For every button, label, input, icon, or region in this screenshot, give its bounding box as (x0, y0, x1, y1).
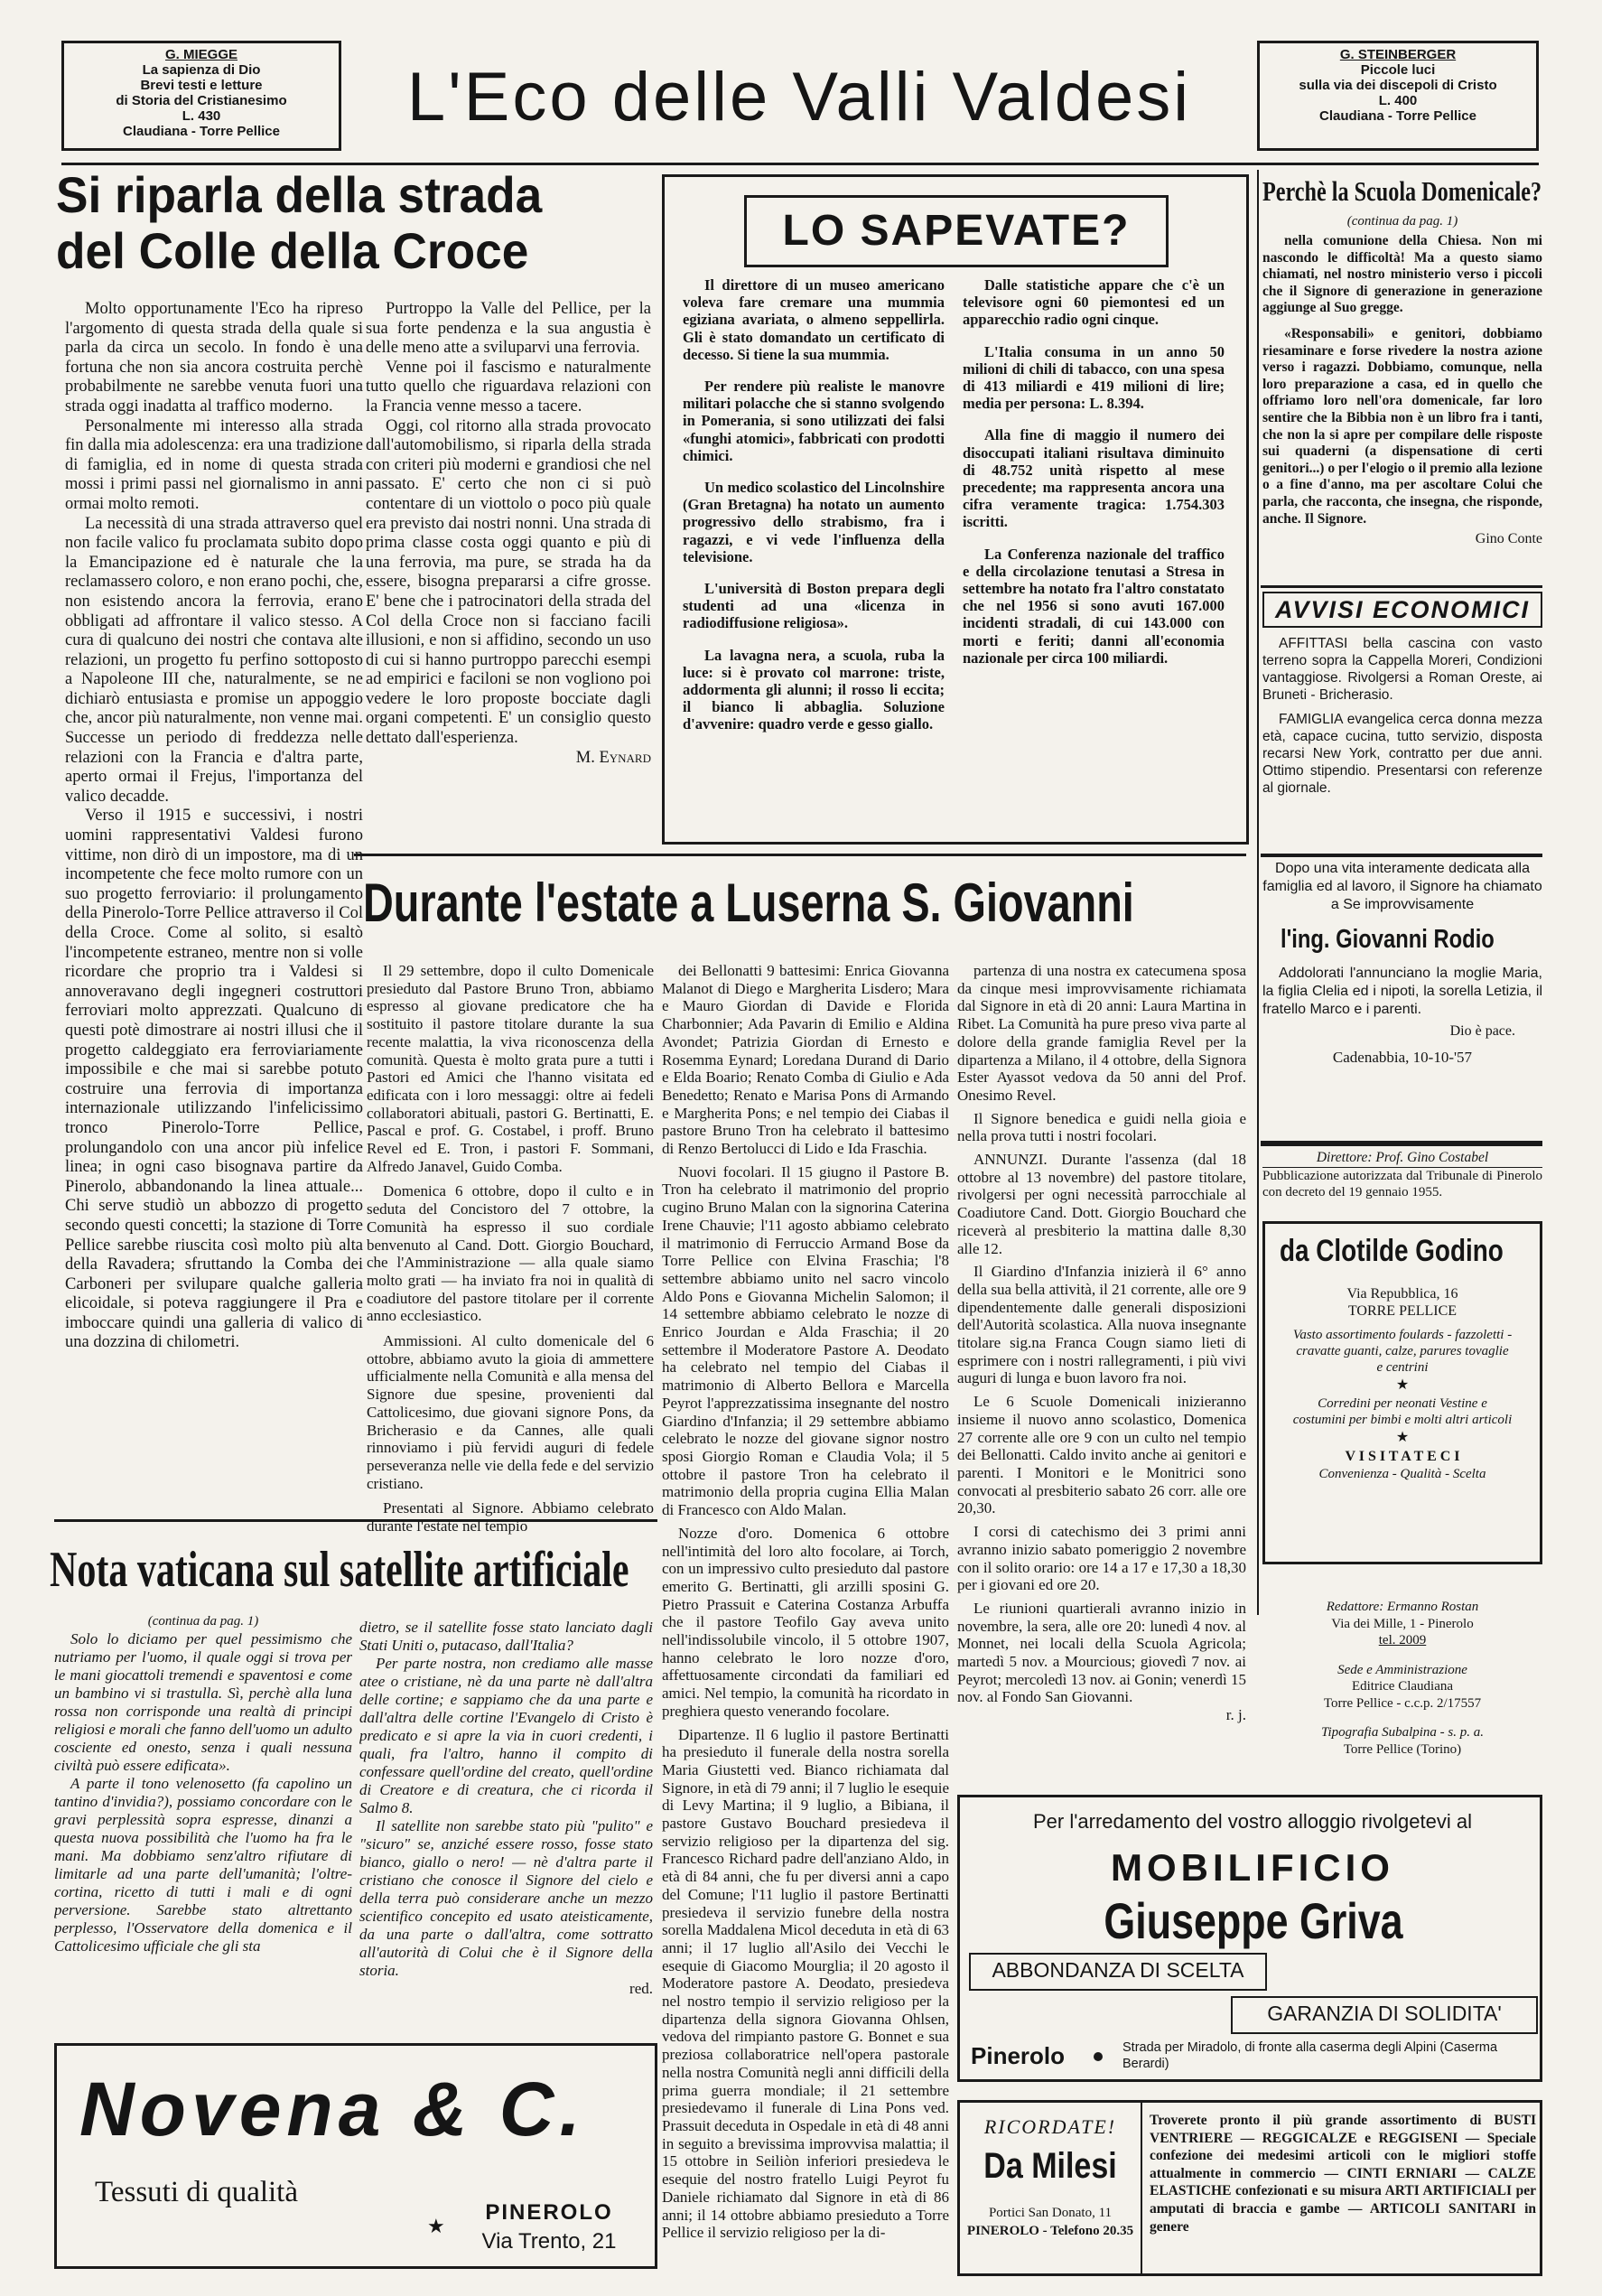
paragraph: Oggi, col ritorno alla strada provocato dall'automobilismo, si riparla della strada con criteri più moderni e grandiosi che nel passato. E' certo che non ci si può contentare di un viottolo o poco più quale era previsto dai nostri nonni. Una strada di prima classe costa oggi quanto e più di una ferrovia, ma pure, se strada ha da essere, bisogna prepararsi a cifre grosse. E' bene che i patrocinatori della strada del Col della Croce non si facciano facili illusioni, e non si affidino, secondo un uso di cui si hanno purtroppo parecchi esempi ad empirici e faciloni se non vogliono poi vedere le loro proposte bocciate dagli organi competenti. E' un consiglio questo dettato dall'esperienza. (366, 416, 651, 748)
rule (1261, 585, 1542, 588)
rule (1261, 1141, 1542, 1146)
paragraph: Un medico scolastico del Lincolnshire (Gran Bretagna) ha notato un aumento progressivo dello strabismo, fra i ragazzi, e vi vede l'influenza della televisione. (683, 479, 945, 565)
star-icon: ★ (427, 2215, 445, 2237)
nota-col-1 (54, 1612, 352, 2023)
paragraph: Domenica 6 ottobre, dopo il culto e in seduta del Concistoro del 7 ottobre, la Comunità ha espresso il suo cordiale benvenuto al Cand. Dott. Giorgio Bouchard, che l'Amministrazione — alla quale siamo molto grati — ha inviato fra noi in qualità di coadiutore del pastore titolare per il corrente anno ecclesiastico. (367, 1182, 654, 1325)
paragraph: La necessità di una strada attraverso quel non facile valico fu proclamata subito dopo la Emancipazione ed è naturale che la reclamassero coloro, e non erano pochi, che, non esistendo ancora la ferrovia, erano obbligati ad affrontare il valico stesso. A cura di qualcuno dei nostri che contava alte relazioni, un progetto fu perfino sottoposto a Napoleone III che, naturalmente, se ne dichiarò entusiasta e promise un appoggio che, ancor più naturalmente, non venne mai. Successe un periodo di freddezza nelle relazioni con la Francia e d'altra parte, aperto ormai il Frejus, l'importanza del valico decadde. (65, 514, 363, 806)
paragraph: partenza di una nostra ex catecumena sposa da cinque mesi improvvisamente richiamata dal Signore in età di 20 anni: Laura Martina in Ribet. La Comunità ha pure preso viva parte al dolore della grande famiglia Revel per la dipartenza a Milano, il 4 ottobre, della Signora Ester Ayassot vedova da 50 anni del Prof. Onesimo Revel. (957, 962, 1246, 1104)
redazione-line: Torre Pellice (Torino) (1343, 1741, 1462, 1757)
scuola-title: Perchè la Scuola Domenicale? (1262, 175, 1542, 207)
masthead-left-ad (61, 41, 341, 151)
godino-block-2: Corredini per neonati Vestine e costumini per bimbi e molti altri articoli (1292, 1396, 1513, 1427)
paragraph: Alla fine di maggio il numero dei disoccupati italiani risultava diminuito di 48.752 unità rispetto al mese precedente; ma rappresenta ancora una cifra veramente tragica: 1.754.303 iscritti. (963, 426, 1225, 531)
godino-block-1: Vasto assortimento foulards - fazzoletti - cravatte guanti, calze, parures tovaglie e centrini (1292, 1328, 1513, 1375)
nota-headline-text: Nota vaticana sul satellite artificiale (50, 1542, 629, 1598)
left-ear-line: Brevi testi e letture (140, 78, 263, 93)
novena-ad (54, 2043, 657, 2269)
necrologio-name: l'ing. Giovanni Rodio (1281, 925, 1495, 954)
mobilificio-name-2: Giuseppe Griva (1104, 1892, 1403, 1949)
redazione-line: Sede e Amministrazione (1337, 1662, 1467, 1677)
avviso-item: AFFITTASI bella cascina con vasto terreno sopra la Cappella Moreri, Condizioni vantaggiose. Rivolgersi a Roman Oreste, ai Bruneti - Bricherasio. (1262, 636, 1542, 703)
redazione-line: tel. 2009 (1378, 1633, 1427, 1647)
paragraph: Per parte nostra, non crediamo alle masse atee o cristiane, nè da una parte nè dall'altra delle cortine; e sappiamo che da una parte e dall'altra delle cortine l'Evangelo di Cristo è predicato e si apre la via in cuori credenti, i quali, fra l'altro, hanno il compito di confessare quell'ordine del creato, quell'ordine di Creatore e di creatura, che ci ricorda il Salmo 8. (359, 1655, 653, 1816)
redazione-line: Via dei Mille, 1 - Pinerolo (1331, 1616, 1474, 1631)
right-ear-price: L. 400 (1378, 93, 1418, 108)
milesi-address: Portici San Donato, 11 (988, 2206, 1113, 2220)
godino-ad (1262, 1221, 1542, 1564)
paragraph: La Conferenza nazionale del traffico e della circolazione tenutasi a Stresa in settembre ha notato fra l'altro constatato che nel 1956 si sono avuti 167.000 incidenti stradali, di cui 143.000 con morti e feriti; danni all'economia nazionale per circa 100 miliardi. (963, 545, 1225, 667)
godino-address-2: TORRE PELLICE (1347, 1303, 1458, 1319)
mobilificio-box-1 (969, 1953, 1267, 1991)
right-ear-publisher: Claudiana - Torre Pellice (1319, 108, 1476, 124)
paragraph: Dalle statistiche appare che c'è un televisore ogni 60 piemontesi ed un apparecchio radio ogni cinque. (963, 276, 1225, 329)
avvisi-title: AVVISI ECONOMICI (1274, 596, 1531, 623)
paragraph: Personalmente mi interesso alla strada fin dalla mia adolescenza: era una tradizione di famiglia, ed in nome di questa strada mossi i primi passi nel giornalismo in anni ormai molto remoti. (65, 416, 363, 513)
nota-continua: (continua da pag. 1) (147, 1614, 259, 1629)
paragraph: nella comunione della Chiesa. Non mi nascondo le difficoltà! Ma a questo siamo chiamati, nel nostro ministerio verso i piccoli che il Signore di generazione in generazione aggiunge al Suo gregge. (1262, 233, 1542, 316)
sapevate-title: LO SAPEVATE? (782, 207, 1131, 255)
rule (1261, 854, 1542, 857)
right-ear-line: sulla via dei discepoli di Cristo (1299, 78, 1497, 93)
novena-city: PINEROLO (485, 2200, 613, 2225)
paragraph: Venne poi il fascismo e naturalmente tutto quello che riguardava relazioni con la Francia venne messo a tacere. (366, 358, 651, 415)
paragraph: Il 29 settembre, dopo il culto Domenicale presieduto dal Pastore Bruno Tron, abbiamo espresso al giovane predicatore che ha sostituito il pastore titolare durante la sua recente malattia, la viva riconoscenza della comunità. Questa è molto grata pure a tutti i Pastori ed Amici che l'hanno visitata ed edificata con i loro messaggi: oltre ai fedeli collaboratori abituali, pastori G. Bertinatti, E. Pascal e prof. G. Costabel, i proff. Bruno Revel ed E. Tron, i pastori F. Sommani, Alfredo Janavel, Guido Comba. (367, 962, 654, 1175)
mobilificio-intro: Per l'arredamento del vostro alloggio rivolgetevi al (1032, 1810, 1472, 1833)
direttore-line: Direttore: Prof. Gino Costabel (1262, 1149, 1542, 1168)
masthead-title: L'Eco delle Valli Valdesi (406, 59, 1192, 135)
luserna-headline (363, 869, 1253, 941)
paragraph: Per rendere più realiste le manovre militari polacche che si stanno svolgendo in Pomerania, si sono utilizzati dei falsi «funghi atomici», fabbricati con prodotti chimici. (683, 378, 945, 464)
paragraph: Il Signore benedica e guidi nella gioia e nella prova tutti i nostri focolari. (957, 1109, 1246, 1145)
paragraph: Le 6 Scuole Domenicali inizieranno insieme il nuovo anno scolastico, Domenica 27 corrente alle ore 9 con un culto nel tempio dei Bellonatti. Caldo invito anche ai genitori e parenti. I Monitori e le Monitrici sono convocati al presbiterio sabato 26 corr. alle ore 20,30. (957, 1393, 1246, 1517)
right-ear-title: Piccole luci (1360, 62, 1436, 78)
left-ear-line: di Storia del Cristianesimo (116, 93, 287, 108)
paragraph: ANNUNZI. Durante l'assenza (dal 18 ottobre al 13 novembre) del pastore titolare, rivolgersi per ogni necessità parrocchiale al Coadiutore Cand. Dott. Giorgio Bouchard che riceverà al presbiterio la mattina dalle 8,30 alle 12. (957, 1151, 1246, 1257)
luserna-col-1 (367, 962, 654, 1576)
necrologio-pace: Dio è pace. (1449, 1023, 1515, 1039)
left-ear-author: G. MIEGGE (164, 47, 238, 62)
necrologio (1262, 860, 1542, 1131)
right-ear-author: G. STEINBERGER (1339, 47, 1457, 62)
paragraph: dei Bellonatti 9 battesimi: Enrica Giovanna Malanot di Diego e Margherita Lisdero; Mara e Mauro Giordan di Davide e Florida Charbonnier; Ada Pavarin di Emilio e Aldina Avondet; Patrizia Giordan di Ernesto e Rosemma Eynard; Loredana Durand di Dario e Elda Boario; Renato Comba di Giulio e Ada Benedetto; Renato e Marisa Pons di Armando e Margherita Pons; e nel tempio dei Ciabas il pastore Bruno Tron ha celebrato il battesimo di Renzo Bertolucci di Lido e Ida Fraschia. (662, 962, 949, 1158)
scuola-article (1262, 173, 1542, 598)
scuola-signature: Gino Conte (1475, 531, 1542, 547)
paragraph: L'università di Boston prepara degli studenti ad una «licenza in radiodiffusione religiosa». (683, 580, 945, 632)
luserna-col-2 (662, 962, 949, 2281)
paragraph: «Responsabili» e genitori, dobbiamo riesaminare e forse rivedere la nostra azione verso i ragazzi. Dobbiamo, comunque, nella loro preparazione a casa, ed in quello che offriamo loro nell'ora domenicale, far loro sentire che la Bibbia non è un libro fra i tanti, che non la si apre per compilare delle risposte sui quaderni (a dispensatione di certi genitori...) o per l'elogio o il premio alla lezione o a fine d'anno, ma per ascoltare Colui che parla, che racconta, che insegna, che risponde, anche. Il Signore. (1262, 325, 1542, 527)
direttore-section (1262, 1149, 1542, 1212)
sapevate-col-1 (683, 276, 945, 836)
strada-col-2 (366, 300, 651, 842)
left-ear-price: L. 430 (182, 108, 221, 124)
redazione (1262, 1599, 1542, 1779)
paragraph: Verso il 1915 e successivi, i nostri uomini rappresentativi Valdesi furono vittime, non dirò di un impostore, ma di un incompetente che fece molto rumore con un suo progetto ferroviario: il prolungamento della Pinerolo-Torre Pellice attraverso il Col della Croce. Come al solito, si esaltò l'incompetente estraneo, mentre non si volle ricordare che proprio tra i Valdesi si annoveravano degli ingegneri costruttori ferroviari molto apprezzati. Qualcuno di questi potè dimostrare ai nostri illusi che il progetto caldeggiato era ferroviariamente impossibile e che mai si sarebbe potuto costruire una ferrovia di importanza internazionale utilizzando l'infelicissimo tronco Pinerolo-Torre Pellice, prolungandolo con una ancor più infelice linea; in ogni caso bisognava partire da Pinerolo, abbandonando la linea attuale... Chi serve studiò un abbozzo di progetto secondo questi concetti; la stazione di Torre Pellice sarebbe riuscita così molto più alta della Ravadera; sfruttando la Comba dei Carboneri per svilupare qualche galleria elicoidale, si poteva raggiungere il Pra e imboccare quindi una galleria di valico di una dozzina di chilometri. (65, 807, 363, 1352)
necrologio-place-date: Cadenabbia, 10-10-'57 (1332, 1049, 1473, 1066)
mobilificio-name-1: MOBILIFICIO (1111, 1846, 1394, 1889)
milesi-text: Troverete pronto il più grande assortimento di BUSTI VENTRIERE — REGGICALZE e REGGISENI — Speciale confezione dei medesimi articoli con le migliori stoffe attualmente in commercio — CINTI ERNIARI — CALZE ELASTICHE confezionati e su misura ARTI ARTIFICIALI per amputati di braccia e gambe — ARTICOLI SANITARI in genere (1150, 2113, 1536, 2235)
avvisi-section (1262, 592, 1542, 845)
strada-headline-line-1: Si riparla della strada (56, 167, 543, 223)
sapevate-box (662, 174, 1249, 845)
milesi-phone: PINEROLO - Telefono 20.35 (966, 2224, 1134, 2238)
mobilificio-address: Strada per Miradolo, di fronte alla caserma degli Alpini (Caserma Berardi) (1122, 2040, 1498, 2071)
masthead-rule (61, 163, 1539, 165)
luserna-headline-text: Durante l'estate a Luserna S. Giovanni (363, 873, 1134, 933)
paragraph: L'Italia consuma in un anno 50 milioni di chili di tabacco, con una spesa di 413 miliardi e 419 milioni di lire; media per persona: L. 8.394. (963, 342, 1225, 413)
star-icon: ★ (1395, 1377, 1410, 1393)
strada-signature: M. Eynard (575, 748, 651, 767)
paragraph: A parte il tono velenosetto (fa capolino un tantino d'invidia?), possiamo concordare con le gravi perplessità sopra espresse, dinanzi a questa nuova possibilità che l'uomo ha fra le mani. Ma dobbiamo senz'altro rifiutare di limitarle ad una parte dell'umanità; l'oltre-cortina, ricetto di tutti i mali e di ogni perversione. Sarebbe stato altrettanto perplesso, l'Osservatore della domenica e il Cattolicesimo ufficiale che gli sta (54, 1775, 352, 1955)
paragraph: Nuovi focolari. Il 15 giugno il Pastore B. Tron ha celebrato il matrimonio del proprio cugino Bruno Malan con la signorina Caterina Irene Chauvie; l'11 agosto abbiamo celebrato il matrimonio di Ferruccio Armand Bose da Torre Pellice con Elvina Fraschia; l'8 settembre abbiamo unito nel sacro vincolo Aldo Pons e Giovanna Michelin Salomon; il 14 settembre abbiamo celebrato le nozze di Enrico Jourdan e Alda Fraschia; il 20 settembre il Moderatore Pastore A. Deodato ha celebrato nel tempio del Ciabas il matrimonio di Alberto Bellora e Marcella Peyrot l'apprezzatissima insegnante del nostro Giardino d'Infanzia; il 29 settembre abbiamo celebrato le nozze del giovane signor nostro sposi Giorgio Roman e Claudia Vola; il 5 ottobre il pastore Tron ha celebrato il matrimonio della propria cugina Ellia Malan di Francesco con Aldo Malan. (662, 1162, 949, 1519)
godino-address-1: Via Repubblica, 16 (1346, 1286, 1458, 1302)
mobilificio-ad (957, 1795, 1542, 2082)
luserna-col-3 (957, 962, 1246, 1802)
scuola-continua: (continua da pag. 1) (1346, 214, 1458, 229)
novena-address: Via Trento, 21 (481, 2229, 617, 2254)
necrologio-intro: Dopo una vita interamente dedicata alla famiglia ed al lavoro, il Signore ha chiamato a Se improvvisamente (1262, 861, 1542, 912)
paragraph: Molto opportunamente l'Eco ha ripreso l'argomento di questa strada della quale si parla da circa un secolo. In fondo è una fortuna che non sia ancora costruita perchè probabilmente ne sarebbe venuta fuori una strada oggi inadatta al traffico moderno. (65, 300, 363, 415)
mobilificio-box-2-text: GARANZIA DI SOLIDITA' (1267, 2002, 1502, 2025)
strada-col-1 (65, 300, 363, 1551)
nota-col-2 (359, 1619, 653, 2023)
mobilificio-box-1-text: ABBONDANZA DI SCELTA (992, 1958, 1244, 1982)
paragraph: Le riunioni quartierali avranno inizio in novembre, la sera, alle ore 20: lunedì 4 nov. al Monnet, nei locali della Scuola Agricola; martedì 5 nov. a Mourcious; giovedì 7 nov. ai Peyrot; mercoledì 13 nov. ai Gonin; venerdì 15 nov. al Fondo San Giovanni. (957, 1599, 1246, 1706)
nota-headline (50, 1535, 673, 1608)
redazione-line: Tipografia Subalpina - s. p. a. (1320, 1725, 1485, 1740)
bullet-icon (1094, 2052, 1103, 2061)
mobilificio-city: Pinerolo (971, 2042, 1066, 2069)
mobilificio-box-2 (1231, 1996, 1538, 2034)
sapevate-title-box (744, 195, 1169, 267)
redazione-line: Editrice Claudiana (1351, 1679, 1454, 1694)
paragraph: Il satellite non sarebbe stato più "pulito" e "sicuro" se, anziché essere rosso, fosse stato bianco, giallo o nero! — nè d'altra parte il cristiano che conosce il Signore del cielo e della terra può considerare anche un mezzo scientifico concepito ed usato ateisticamente, da una parte o dall'altra, come sottratto all'autorità di Colui che è il Signore della storia. (359, 1817, 653, 1979)
paragraph: Il direttore di un museo americano voleva fare cremare una mummia egiziana avariata, o almeno seppellirla. Gli è stato domandato un certificato di decesso. Si tiene la sua mummia. (683, 276, 945, 363)
direttore-authorization: Pubblicazione autorizzata dal Tribunale di Pinerolo con decreto del 19 gennaio 1955. (1262, 1169, 1542, 1199)
paragraph: Solo lo diciamo per quel pessimismo che nutriamo per l'uomo, il quale oggi si trova per le mani giocattoli tremendi e spaventosi e come un bambino vi si trastulla. Sì, perchè alla luna rossa non corrisponde una realtà di principi religiosi e morali che fanno dell'uomo un adulto cosciente ed onesto, senza i quali nessuna civiltà può essere edificata». (54, 1630, 352, 1774)
paragraph: La lavagna nera, a scuola, ruba la luce: si è provato col marrone: triste, addormenta gli alunni; il rosso li eccita; il bianco li abbaglia. Soluzione d'avvenire: quadro verde e gesso giallo. (683, 646, 945, 733)
milesi-name: Da Milesi (983, 2146, 1117, 2186)
masthead-right-ad (1257, 41, 1539, 151)
paragraph: Ammissioni. Al culto domenicale del 6 ottobre, abbiamo avuto la gioia di ammettere ufficialmente nella Comunità e alla mensa del Signore due spesine, provenienti dal Cattolicesimo, due giovani signore Pons, da Bricherasio e da Cannes, alle quali rinnoviamo i più fervidi auguri di fedele perseveranza nelle vie della fede e del servizio cristiano. (367, 1332, 654, 1492)
paragraph: I corsi di catechismo dei 3 primi anni avranno inizio sabato pomeriggio 2 novembre con il solito orario: ore 14 a 17 e 17,30 a 18,30 per i giovani ed ore 20. (957, 1523, 1246, 1594)
left-ear-title: La sapienza di Dio (142, 62, 261, 78)
rule (354, 854, 1246, 856)
luserna-signature: r. j. (1225, 1706, 1246, 1724)
redazione-line: Redattore: Ermanno Rostan (1326, 1600, 1479, 1614)
paragraph: Il Giardino d'Infanzia inizierà il 6° anno della sua bella attività, il 21 corrente, alle ore 9 dipendentemente dalle generali disposizioni dell'Autorità scolastica. Alla nuova insegnante titolare sig.na Franca Cougn siamo lieti di esprimere con i nostri rallegramenti, i più vivi auguri di lunga e buon lavoro fra noi. (957, 1263, 1246, 1387)
star-icon: ★ (1395, 1430, 1410, 1445)
left-ear-publisher: Claudiana - Torre Pellice (123, 124, 280, 139)
strada-headline (56, 167, 708, 286)
milesi-ricordate: RICORDATE! (983, 2115, 1117, 2138)
paragraph: Dipartenze. Il 6 luglio il pastore Bertinatti ha presieduto il funerale della nostra sorella Maria Giustetti ved. Bianco richiamata dal Signore, in età di 79 anni; il 7 luglio le esequie di Levy Martina; il 9 luglio, a Bibiana, il pastore Gustavo Bouchard presiedeva il servizio religioso per la dipartenza del sig. Francesco Richard padre dell'anziano Aldo, in età di 84 anni, che fu per diversi anni a capo del Comune; l'11 luglio il pastore Bertinatti presiedeva il servizio funebre della nostra sorella Maddalena Micol deceduta in età di 63 anni; il 17 luglio all'Asilo dei Vecchi le esequie di Giacomo Mourglia; il 20 agosto il Moderatore pastore A. Deodato, presiedeva nel nostro tempio il servizio religioso per la dipartenza della signora Giovanna Ohlsen, vedova del rimpianto pastore G. Bonnet e sua preziosa collaboratrice nell'opera pastorale nella nostra Comunità negli anni difficili della prima guerra mondiale; il 21 settembre presiedevamo il funerale di Lina Pons ved. Prassuit deceduta in Ospedale in età di 48 anni in seguito a brevissima improvvisa malattia; il 15 ottobre in Seiliòn inferiori presiedeva le esequie del nostro fratello Luigi Peyrot fu Daniele richiamato dal Signore in età di 86 anni; il 14 ottobre abbiamo presieduto a Torre Pellice il servizio religioso per la di- (662, 1725, 949, 2242)
godino-visitateci: V I S I T A T E C I (1345, 1449, 1460, 1464)
necrologio-text: Addolorati l'annunciano la moglie Maria, la figlia Clelia ed i nipoti, la sorella Letizia, il fratello Marco e i parenti. (1262, 966, 1542, 1017)
godino-title: da Clotilde Godino (1280, 1234, 1504, 1268)
sapevate-col-2 (963, 276, 1225, 836)
paragraph: Purtroppo la Valle del Pellice, per la sua forte pendenza e la sua angustia è delle meno atte a sviluparvi una ferrovia. (366, 300, 651, 358)
nota-signature: red. (629, 1980, 653, 1997)
rule (54, 1519, 657, 1522)
novena-tagline: Tessuti di qualità (95, 2176, 298, 2208)
strada-headline-line-2: del Colle della Croce (56, 222, 529, 279)
novena-name: Novena & C. (79, 2067, 586, 2151)
milesi-left (960, 2103, 1142, 2273)
godino-slogan: Convenienza - Qualità - Scelta (1318, 1467, 1486, 1481)
paragraph: Presentati al Signore. Abbiamo celebrato durante l'estate nel tempio (367, 1499, 654, 1535)
milesi-ad (957, 2100, 1542, 2276)
right-column-rule (1257, 170, 1259, 1615)
avvisi-title-box (1262, 592, 1542, 628)
paragraph: dietro, se il satellite fosse stato lanciato dagli Stati Uniti o, putacaso, dall'Italia? (359, 1619, 653, 1654)
paragraph: Nozze d'oro. Domenica 6 ottobre nell'intimità del loro alto focolare, ai Torch, con un impressivo culto presieduto dal pastore emerito G. Bertinatti, gli arzilli sposini G. Pietro Prassuit e Caterina Costanza Arbuffa che il pastore Teofilo Gay aveva unito nell'indissolubile vincolo, il 5 ottobre 1907, hanno celebrato le loro nozze d'oro, affettuosamente circondati da familiari ed amici. Nel tempio, la comunità ha ricordato in preghiera questo venerando focolare. (662, 1524, 949, 1720)
redazione-line: Torre Pellice - c.c.p. 2/17557 (1323, 1695, 1482, 1711)
avviso-item: FAMIGLIA evangelica cerca donna mezza età, capace cucina, tutto servizio, disposta recarsi New York, contratto per due anni. Ottimo stipendio. Presentarsi con referenze al giornale. (1262, 712, 1542, 796)
